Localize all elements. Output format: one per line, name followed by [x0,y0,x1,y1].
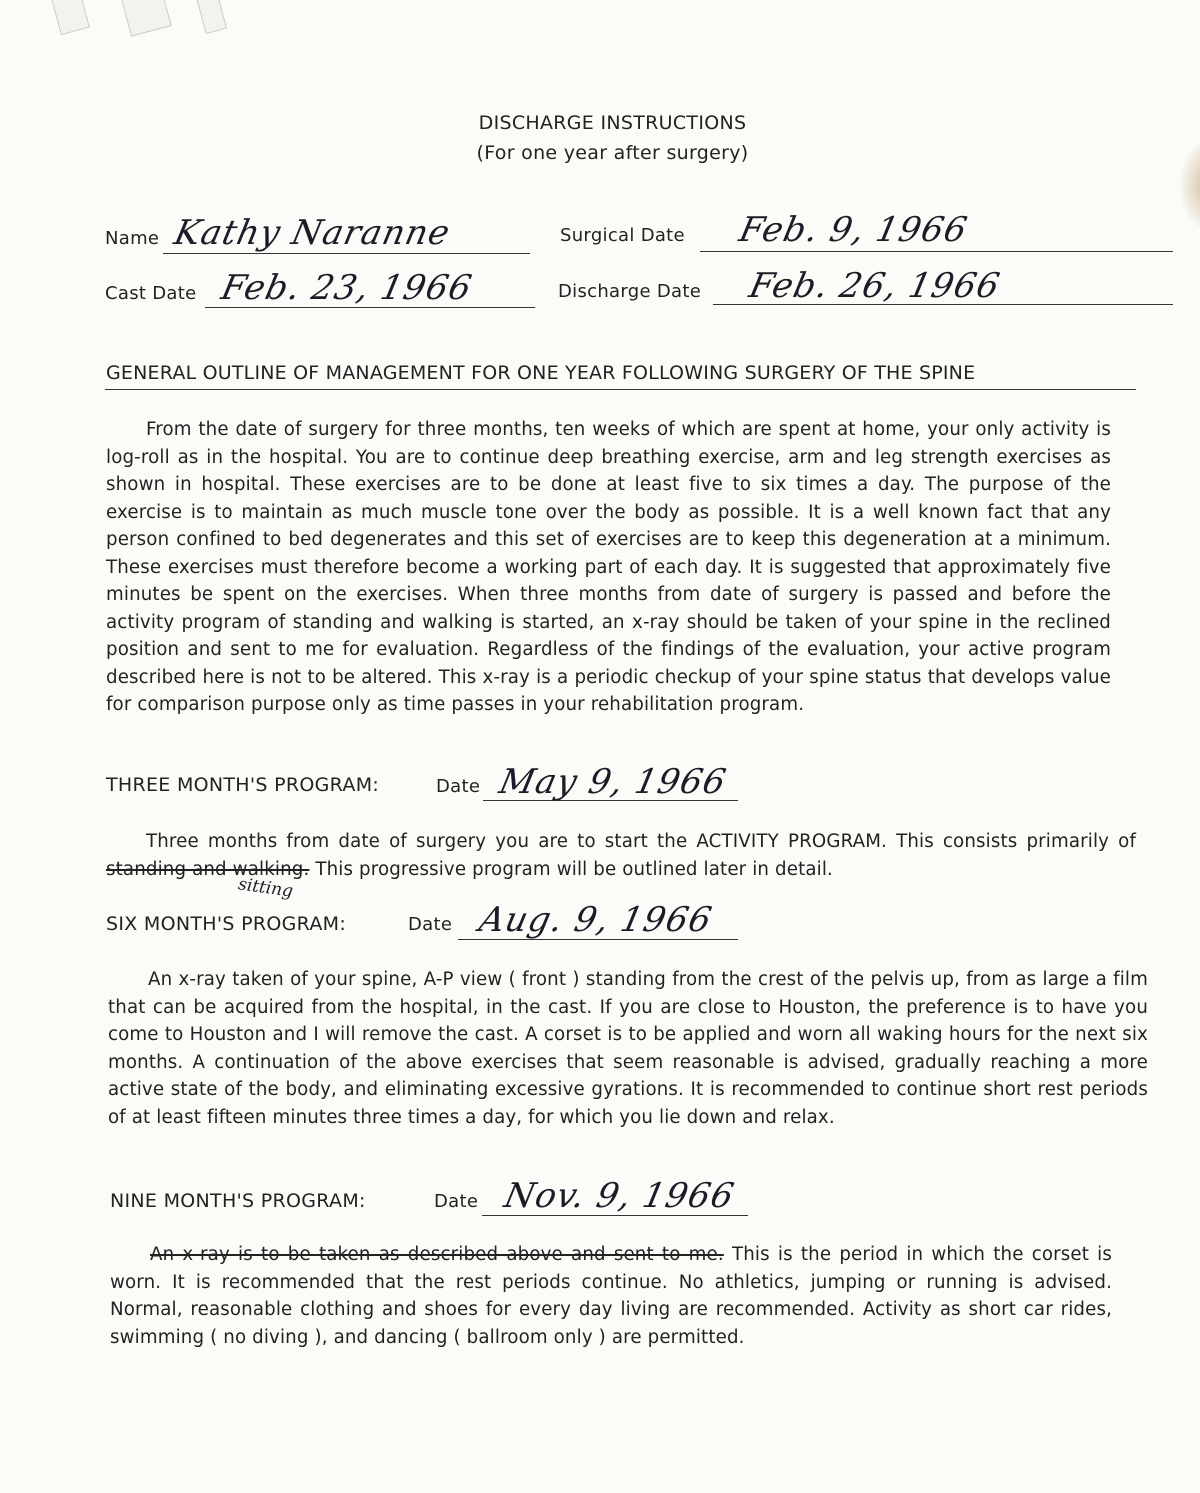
six-month-date-value: Aug. 9, 1966 [475,900,716,940]
discharge-date-value: Feb. 26, 1966 [745,266,1004,306]
six-month-paragraph: An x-ray taken of your spine, A-P view ( front ) standing from the crest of the pelvis up, from as large a film that can be acquired from the hospital, in the cast. If you are close to Houston, the preference is to have you come to Houston and I will remove the cast. A corset is to be applied and worn all waking hours for the next six months. A continuation of the above exercises that seem reasonable is advised, gradually reaching a more active state of the body, and eliminating excessive gyrations. It is recommended to continue short rest periods of at least fifteen minutes three times a day, for which you lie down and relax. [108,969,1148,1128]
nine-month-date-label: Date [434,1191,479,1212]
six-month-date-label: Date [408,914,453,935]
outline-paragraph: From the date of surgery for three months, ten weeks of which are spent at home, your only activity is log-roll as in the hospital. You are to continue deep breathing exercise, arm and leg strength exercises as shown in hospital. These exercises are to be done at least five to six times a day. The purpose of the exercise is to maintain as much muscle tone over the body as possible. It is a well known fact that any person confined to bed degenerates and this set of exercises are to keep this degeneration at a minimum. These exercises must therefore become a working part of each day. It is suggested that approximately five minutes be spent on the exercises. When three months from date of surgery is passed and before the activity program of standing and walking is started, an x-ray should be taken of your spine in the reclined position and sent to me for evaluation. Regardless of the findings of the evaluation, your active program described here is not to be altered. This x-ray is a periodic checkup of your spine status that develops value for comparison purpose only as time passes in your rehabilitation program. [106,419,1111,715]
paper-tab-mark [50,0,90,35]
nine-month-text-after: This is the period in which the corset is worn. It is recommended that the rest periods continue. No athletics, jumping or running is advised. Normal, reasonable clothing and shoes for every day living are recommended. Activity as short car rides, swimming ( no diving ), and dancing ( ballroom only ) are permitted. [110,1244,1112,1348]
outline-heading-rule [105,388,1136,390]
six-month-label: SIX MONTH'S PROGRAM: [106,913,347,935]
discharge-date-label: Discharge Date [558,281,702,302]
cast-date-value: Feb. 23, 1966 [217,268,476,308]
three-month-text-after: This progressive program will be outlined later in detail. [309,858,833,880]
three-month-date-value: May 9, 1966 [495,762,731,802]
name-label: Name [105,228,160,249]
document-subtitle: (For one year after surgery) [476,142,749,164]
nine-month-struck-text: An x-ray is to be taken as described above and sent to me. [150,1244,724,1265]
three-month-paragraph [106,828,1136,883]
handwritten-insertion: sitting [236,874,295,902]
surgical-date-field [700,250,1173,252]
surgical-date-value: Feb. 9, 1966 [735,210,972,250]
cast-date-label: Cast Date [105,283,197,304]
three-month-date-label: Date [436,776,481,797]
nine-month-paragraph [110,1241,1112,1351]
nine-month-date-value: Nov. 9, 1966 [500,1176,739,1216]
paper-tab-mark [195,0,227,34]
struck-text: standing and walking. [106,858,310,880]
name-value: Kathy Naranne [170,213,454,253]
three-month-label: THREE MONTH'S PROGRAM: [106,774,380,796]
paper-tab-mark [120,0,171,37]
surgical-date-label: Surgical Date [560,225,685,246]
document-title: DISCHARGE INSTRUCTIONS [478,112,747,134]
nine-month-label: NINE MONTH'S PROGRAM: [110,1190,366,1212]
outline-heading: GENERAL OUTLINE OF MANAGEMENT FOR ONE YEAR FOLLOWING SURGERY OF THE SPINE [106,362,976,384]
three-month-text-before: Three months from date of surgery you are to start the ACTIVITY PROGRAM. This consists primarily of [146,831,1136,852]
